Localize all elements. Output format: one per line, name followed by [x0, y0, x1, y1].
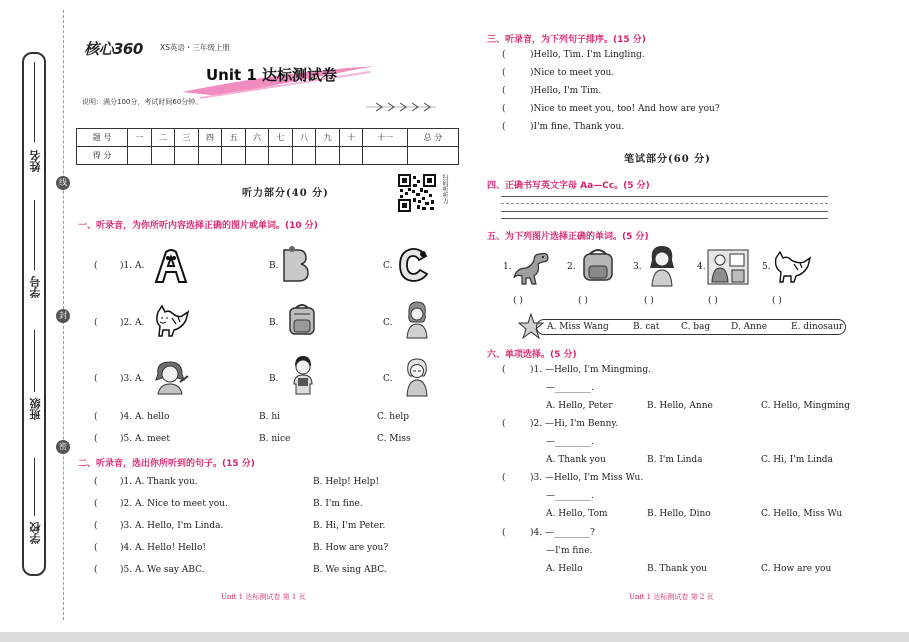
- score-cell[interactable]: [222, 147, 246, 165]
- qr-caption: 扫码听听力: [441, 174, 448, 204]
- seal-mark-line: 线: [56, 176, 70, 190]
- q4-option-a: )4. A. hello: [120, 412, 170, 422]
- answer-paren[interactable]: (: [94, 261, 98, 271]
- s6-q2-option-a: A. Thank you: [546, 455, 606, 465]
- school-label: 学校: [29, 522, 42, 544]
- exam-description: 说明：满分100分，考试时间60分钟。: [82, 98, 203, 106]
- bag-picture: [578, 246, 618, 284]
- s6-q3: )3. —Hello, I'm Miss Wu.: [530, 473, 644, 483]
- score-head-cell: 题 号: [77, 129, 128, 147]
- cat-picture: [772, 250, 814, 284]
- s5-answer-2[interactable]: ( ): [578, 296, 588, 306]
- word-bank-e: E. dinosaur: [791, 322, 844, 332]
- score-head-cell: 总 分: [407, 129, 458, 147]
- q5-option-a: )5. A. meet: [120, 434, 170, 444]
- answer-paren[interactable]: (: [94, 434, 98, 444]
- s5-num-3: 3.: [633, 262, 642, 272]
- score-cell[interactable]: [292, 147, 316, 165]
- answer-paren[interactable]: (: [94, 477, 98, 487]
- s3-sentence-4: )Nice to meet you, too! And how are you?: [530, 104, 720, 114]
- score-cell[interactable]: [175, 147, 199, 165]
- anne-picture: [646, 244, 678, 288]
- score-head-cell: 十一: [363, 129, 407, 147]
- score-head-cell: 九: [316, 129, 340, 147]
- score-cell[interactable]: [269, 147, 293, 165]
- score-cell[interactable]: [245, 147, 269, 165]
- letter-b-picture: [280, 246, 310, 284]
- score-head-cell: 五: [222, 129, 246, 147]
- score-cell[interactable]: [339, 147, 363, 165]
- option-c-label: C.: [383, 374, 393, 384]
- s5-num-1: 1.: [503, 262, 512, 272]
- s6-q2-option-c: C. Hi, I'm Linda: [761, 455, 833, 465]
- word-bank-c: C. bag: [681, 322, 711, 332]
- s6-q3-option-a: A. Hello, Tom: [546, 509, 608, 519]
- score-head-cell: 一: [128, 129, 152, 147]
- student-id-line: [34, 200, 35, 270]
- answer-paren[interactable]: (: [502, 419, 506, 429]
- s5-num-5: 5.: [762, 262, 771, 272]
- s2-q3-option-a: )3. A. Hello, I'm Linda.: [120, 521, 224, 531]
- schoolbag-picture: [284, 302, 320, 338]
- option-b-label: B.: [269, 261, 279, 271]
- option-b-label: B.: [269, 318, 279, 328]
- s6-q3-option-c: C. Hello, Miss Wu: [761, 509, 843, 519]
- footer-page-1: Unit 1 达标测试卷 第 1 页: [221, 593, 306, 601]
- s3-sentence-5: )I'm fine. Thank you.: [530, 122, 625, 132]
- section-2-title: 二、听录音，选出你所听到的句子。(15 分): [78, 459, 255, 469]
- s6-q1: )1. —Hello, I'm Mingming.: [530, 365, 651, 375]
- score-head-cell: 三: [175, 129, 199, 147]
- s6-q3-option-b: B. Hello, Dino: [647, 509, 711, 519]
- s5-answer-4[interactable]: ( ): [708, 296, 718, 306]
- s6-q2: )2. —Hi, I'm Benny.: [530, 419, 619, 429]
- score-value-row: [77, 147, 459, 165]
- name-line: [34, 62, 35, 142]
- brand-subtitle: XS英语・三年级上册: [160, 43, 230, 52]
- score-cell[interactable]: [151, 147, 175, 165]
- answer-paren[interactable]: (: [502, 50, 506, 60]
- s3-sentence-3: )Hello, I'm Tim.: [530, 86, 602, 96]
- s5-answer-1[interactable]: ( ): [513, 296, 523, 306]
- s2-q4-option-a: )4. A. Hello! Hello!: [120, 543, 206, 553]
- word-bank-d: D. Anne: [731, 322, 768, 332]
- answer-paren[interactable]: (: [94, 318, 98, 328]
- answer-paren[interactable]: (: [502, 104, 506, 114]
- written-heading: 笔试部分(60 分): [624, 154, 711, 165]
- score-cell[interactable]: [128, 147, 152, 165]
- listening-heading: 听力部分(40 分): [242, 188, 329, 199]
- word-bank-a: A. Miss Wang: [547, 322, 609, 332]
- class-label: 班级: [29, 398, 42, 420]
- woman-picture: [402, 300, 432, 340]
- s6-q4-option-b: B. Thank you: [647, 564, 707, 574]
- class-line: [34, 330, 35, 392]
- s2-q2-option-b: B. I'm fine.: [313, 499, 363, 509]
- cat-picture: [152, 304, 192, 338]
- old-woman-picture: [402, 356, 432, 398]
- s5-num-2: 2.: [567, 262, 576, 272]
- s6-q1-option-c: C. Hello, Mingming: [761, 401, 850, 411]
- decorative-arrows-icon: [366, 101, 466, 113]
- answer-paren[interactable]: (: [94, 543, 98, 553]
- option-c-label: C.: [383, 318, 393, 328]
- s5-num-4: 4.: [697, 262, 706, 272]
- q1-label: )1. A.: [120, 261, 145, 271]
- answer-paren[interactable]: (: [94, 521, 98, 531]
- s6-q3-reply[interactable]: —________.: [546, 491, 594, 501]
- s3-sentence-2: )Nice to meet you.: [530, 68, 615, 78]
- section-3-title: 三、听录音，为下列句子排序。(15 分): [487, 35, 646, 45]
- score-row-label: 得 分: [77, 147, 128, 165]
- writing-line[interactable]: [501, 218, 828, 219]
- score-head-cell: 八: [292, 129, 316, 147]
- answer-paren[interactable]: (: [94, 565, 98, 575]
- name-label: 姓名: [29, 150, 42, 172]
- score-head-cell: 六: [245, 129, 269, 147]
- s2-q1-option-b: B. Help! Help!: [313, 477, 380, 487]
- q4-option-b: B. hi: [259, 412, 281, 422]
- qr-code-icon[interactable]: [398, 174, 436, 212]
- footer-page-2: Unit 1 达标测试卷 第 2 页: [629, 593, 714, 601]
- s3-sentence-1: )Hello, Tim. I'm Lingling.: [530, 50, 645, 60]
- seal-mark-secret: 密: [56, 440, 70, 454]
- word-bank-b: B. cat: [633, 322, 660, 332]
- section-1-title: 一、听录音，为你所听内容选择正确的图片或单词。(10 分): [78, 221, 318, 231]
- bottom-bar: [0, 632, 909, 642]
- s6-q4-reply: —I'm fine.: [546, 546, 593, 556]
- section-4-title: 四、正确书写英文字母 Aa—Cc。(5 分): [487, 181, 650, 191]
- s2-q5-option-b: B. We sing ABC.: [313, 565, 387, 575]
- writing-line[interactable]: [501, 196, 828, 197]
- score-head-cell: 二: [151, 129, 175, 147]
- score-cell[interactable]: [363, 147, 407, 165]
- q3-label: )3. A.: [120, 374, 145, 384]
- answer-paren[interactable]: (: [502, 86, 506, 96]
- answer-paren[interactable]: (: [94, 374, 98, 384]
- seal-mark-seal: 封: [56, 309, 70, 323]
- s2-q5-option-a: )5. A. We say ABC.: [120, 565, 205, 575]
- s6-q1-option-b: B. Hello, Anne: [647, 401, 713, 411]
- page-title: Unit 1 达标测试卷: [206, 66, 338, 84]
- s2-q1-option-a: )1. A. Thank you.: [120, 477, 198, 487]
- brand-logo: 核心360: [84, 40, 143, 58]
- section-6-title: 六、单项选择。(5 分): [487, 350, 577, 360]
- answer-paren[interactable]: (: [502, 528, 506, 538]
- q4-option-c: C. help: [377, 412, 410, 422]
- score-cell[interactable]: [407, 147, 458, 165]
- answer-paren[interactable]: (: [94, 499, 98, 509]
- score-head-cell: 七: [269, 129, 293, 147]
- answer-paren[interactable]: (: [502, 68, 506, 78]
- s6-q2-reply[interactable]: —________.: [546, 437, 594, 447]
- answer-paren[interactable]: (: [502, 122, 506, 132]
- letter-a-picture: [152, 248, 190, 284]
- s6-q2-option-b: B. I'm Linda: [647, 455, 703, 465]
- section-5-title: 五、为下列图片选择正确的单词。(5 分): [487, 232, 649, 242]
- s2-q4-option-b: B. How are you?: [313, 543, 389, 553]
- s6-q4: )4. —________?: [530, 528, 595, 538]
- answer-paren[interactable]: (: [502, 473, 506, 483]
- score-head-cell: 十: [339, 129, 363, 147]
- s6-q4-option-c: C. How are you: [761, 564, 832, 574]
- s5-answer-3[interactable]: ( ): [644, 296, 654, 306]
- miss-wang-picture: [706, 246, 752, 286]
- score-table: [76, 128, 459, 165]
- s6-q1-option-a: A. Hello, Peter: [546, 401, 613, 411]
- answer-paren[interactable]: (: [502, 365, 506, 375]
- score-cell[interactable]: [316, 147, 340, 165]
- s2-q3-option-b: B. Hi, I'm Peter.: [313, 521, 386, 531]
- s5-answer-5[interactable]: ( ): [772, 296, 782, 306]
- student-id-label: 学号: [29, 276, 42, 298]
- boy-picture: [288, 354, 318, 396]
- score-header-row: [77, 129, 459, 147]
- score-cell[interactable]: [198, 147, 222, 165]
- writing-guide-line: [501, 203, 828, 204]
- answer-paren[interactable]: (: [94, 412, 98, 422]
- s2-q2-option-a: )2. A. Nice to meet you.: [120, 499, 228, 509]
- option-c-label: C.: [383, 261, 393, 271]
- q5-option-c: C. Miss: [377, 434, 411, 444]
- q2-label: )2. A.: [120, 318, 145, 328]
- q5-option-b: B. nice: [259, 434, 291, 444]
- school-line: [34, 458, 35, 516]
- s6-q4-option-a: A. Hello: [546, 564, 583, 574]
- dinosaur-picture: [512, 250, 552, 286]
- s6-q1-reply[interactable]: —________.: [546, 383, 594, 393]
- score-head-cell: 四: [198, 129, 222, 147]
- option-b-label: B.: [269, 374, 279, 384]
- writing-line[interactable]: [501, 211, 828, 212]
- girl-picture: [150, 358, 192, 396]
- letter-c-picture: [396, 246, 432, 284]
